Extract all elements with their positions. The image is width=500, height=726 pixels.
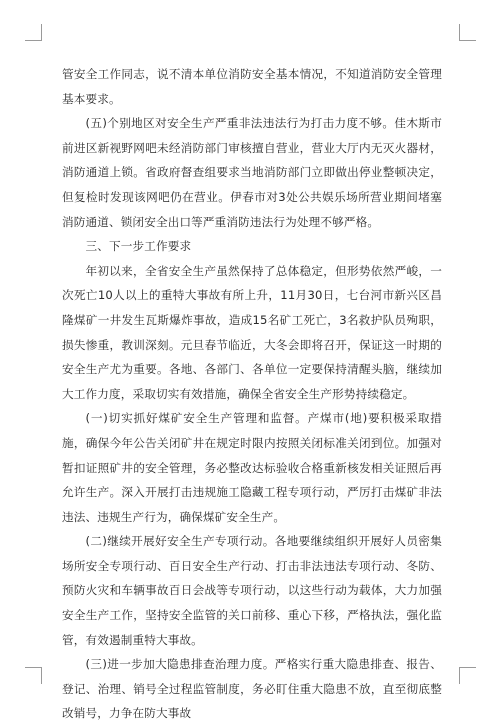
paragraph-item-1: (一)切实抓好煤矿安全生产管理和监督。产煤市(地)要积极采取措施，确保今年公告关闭矿井在规定时限内按照关闭标准关闭到位。加强对暂扣证照矿井的安全管理，务必整改达标验收合格重新核发相关证照后再允许生产。深入开展打击违规施工隐藏工程专项行动，严厉打击煤矿非法违法、违规生产行为，确保煤矿安全生产。	[62, 411, 442, 524]
section-heading: 三、下一步工作要求	[85, 239, 192, 254]
paragraph-item-5: (五)个别地区对安全生产严重非法违法行为打击力度不够。佳木斯市前进区新视野网吧未经消防部门审核擅自营业，营业大厅内无灭火器材，消防通道上锁。省政府督查组要求当地消防部门立即做出停业整顿决定，但复检时发现该网吧仍在营业。伊春市对3处公共娱乐场所营业期间堵塞消防通道、锁闭安全出口等严重消防违法行为处理不够严格。	[62, 116, 442, 229]
paragraph-overview: 年初以来，全省安全生产虽然保持了总体稳定，但形势依然严峻，一次死亡10人以上的重特大事故有所上升，11月30日，七台河市新兴区昌隆煤矿一井发生瓦斯爆炸事故，造成15名矿工死亡，3名救护队员殉职，损失惨重，教训深刻。元旦春节临近，大冬会即将召开，保证这一时期的安全生产尤为重要。各地、各部门、各单位一定要保持清醒头脑，继续加大工作力度，采取切实有效措施，确保全省安全生产形势持续稳定。	[62, 263, 442, 401]
crop-mark-top-right	[459, 24, 476, 41]
crop-mark-bottom-right	[459, 667, 476, 684]
paragraph-item-2: (二)继续开展好安全生产专项行动。各地要继续组织开展好人员密集场所安全专项行动、百日安全生产行动、打击非法违法专项行动、冬防、预防火灾和车辆事故百日会战等专项行动，以这些行动为载体，大力加强安全生产工作，坚持安全监管的关口前移、重心下移，严格执法，强化监管，有效遏制重特大事故。	[62, 534, 442, 647]
crop-mark-bottom-left	[25, 667, 42, 684]
paragraph-item-3: (三)进一步加大隐患排查治理力度。严格实行重大隐患排查、报告、登记、治理、销号全过程监管制度，务必盯住重大隐患不放，直至彻底整改销号，力争在防大事故	[62, 657, 442, 721]
paragraph-continuation: 管安全工作同志，说不清本单位消防安全基本情况，不知道消防安全管理基本要求。	[62, 67, 442, 106]
crop-mark-top-left	[25, 24, 42, 41]
document-page	[62, 62, 442, 726]
